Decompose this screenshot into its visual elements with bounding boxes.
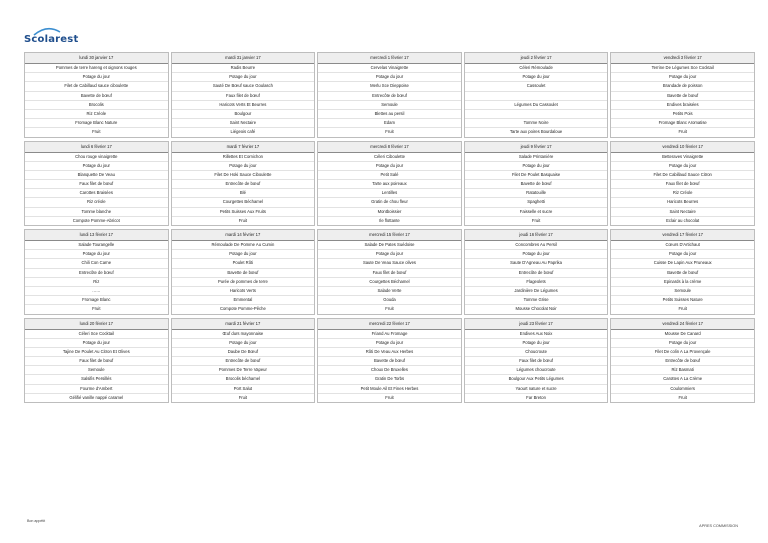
menu-item: Potage du jour bbox=[172, 339, 315, 348]
week-row bbox=[24, 229, 755, 315]
menu-item: Compote Pomme-Abricot bbox=[72, 217, 120, 223]
menu-item: Boulgour Aux Petits Légumes bbox=[465, 375, 608, 384]
day-date: mercredi 8 février 17 bbox=[318, 142, 461, 153]
menu-item: Montboissier bbox=[318, 208, 461, 217]
menu-item: Chou rouge vinaigrette bbox=[25, 153, 168, 162]
menu-item: Poulet Rôti bbox=[172, 259, 315, 268]
menu-item: Salade Printanière bbox=[465, 153, 608, 162]
menu-item: Mousse Chocolat Noir bbox=[515, 306, 557, 312]
menu-item: Blé bbox=[172, 189, 315, 198]
day-date: lundi 13 février 17 bbox=[25, 230, 168, 241]
menu-item: Potage du jour bbox=[318, 250, 461, 259]
day-date: jeudi 2 février 17 bbox=[465, 53, 608, 64]
menu-item: Rémoulade De Pomme Au Cumin bbox=[172, 241, 315, 250]
menu-item: Saint Nectaire bbox=[611, 208, 754, 217]
day-card bbox=[610, 141, 755, 227]
menu-item: Semoule bbox=[318, 101, 461, 110]
menu-item: Riz Créole bbox=[611, 189, 754, 198]
menu-item: Fruit bbox=[385, 306, 394, 312]
menu-item: Yaourt nature et sucre bbox=[465, 385, 608, 394]
menu-item: Faisselle et sucre bbox=[465, 208, 608, 217]
menu-item: Fromage Blanc Aromatise bbox=[611, 119, 754, 128]
menu-item: Salsifis Persillés bbox=[25, 375, 168, 384]
menu-item: Courgettes Béchamel bbox=[172, 198, 315, 207]
menu-item: Gratin De Torbs bbox=[318, 375, 461, 384]
menu-item: Endives Aux Noix bbox=[465, 330, 608, 339]
menu-item: Bavette de bœuf bbox=[611, 92, 754, 101]
menu-item: Ratatouille bbox=[465, 189, 608, 198]
menu-item: Céleri Ciboulette bbox=[318, 153, 461, 162]
menu-grid bbox=[24, 52, 755, 406]
menu-item: Faux filet de bœuf bbox=[25, 180, 168, 189]
menu-item: Rôti De Veau Aux Herbes bbox=[318, 348, 461, 357]
menu-item: Fruit bbox=[678, 129, 687, 135]
day-card bbox=[464, 52, 609, 138]
menu-item: Entrecôte de bœuf bbox=[172, 357, 315, 366]
menu-item: Tomme Noire bbox=[465, 119, 608, 128]
menu-item: Coulommiers bbox=[611, 385, 754, 394]
day-card bbox=[24, 52, 169, 138]
menu-item: Semoule bbox=[25, 366, 168, 375]
menu-item: Salade Verte bbox=[318, 287, 461, 296]
menu-item: Sauté De Bœuf sauce Goulasch bbox=[172, 82, 315, 91]
menu-item: Entrecôte de bœuf bbox=[465, 269, 608, 278]
day-card bbox=[610, 229, 755, 315]
menu-item: Céleri Rémoulade bbox=[465, 64, 608, 73]
day-date: vendredi 17 février 17 bbox=[611, 230, 754, 241]
menu-item: Faux filet de bœuf bbox=[25, 357, 168, 366]
day-card bbox=[171, 141, 316, 227]
day-card bbox=[171, 229, 316, 315]
menu-item: Tomme Grise bbox=[465, 296, 608, 305]
menu-item: Brocolis bbox=[25, 101, 168, 110]
day-date: jeudi 23 février 17 bbox=[465, 319, 608, 330]
day-card bbox=[171, 52, 316, 138]
menu-item: Brocolis béchamel bbox=[172, 375, 315, 384]
menu-item: Port Salut bbox=[172, 385, 315, 394]
menu-item: Semoule bbox=[611, 287, 754, 296]
menu-item: Betteraves Vinaigrette bbox=[611, 153, 754, 162]
menu-item: Friand Au Fromage bbox=[318, 330, 461, 339]
menu-item: Cœurs D'Artichaut bbox=[611, 241, 754, 250]
menu-item: Merlu Sce Dieppoise bbox=[318, 82, 461, 91]
menu-item: Potage du jour bbox=[318, 339, 461, 348]
menu-item: Filet De Cabillaud Sauce Citron bbox=[611, 171, 754, 180]
menu-item: Bavette de bœuf bbox=[25, 92, 168, 101]
day-card bbox=[464, 318, 609, 404]
menu-item: Endives braisées bbox=[611, 101, 754, 110]
menu-item: Faux filet de bœuf bbox=[172, 92, 315, 101]
menu-item bbox=[465, 110, 608, 119]
menu-item: Fruit bbox=[238, 394, 248, 400]
menu-item: Blettes au persil bbox=[318, 110, 461, 119]
menu-item: Choux De Bruxelles bbox=[318, 366, 461, 375]
menu-item: Fruit bbox=[385, 129, 394, 135]
day-date: mardi 14 février 17 bbox=[172, 230, 315, 241]
menu-item: Tomme blanche bbox=[25, 208, 168, 217]
menu-item: Potage du jour bbox=[172, 73, 315, 82]
menu-item: Potage du jour bbox=[611, 162, 754, 171]
menu-item: Fruit bbox=[92, 129, 101, 135]
menu-item: Potage du jour bbox=[318, 162, 461, 171]
menu-item: Bavette de bœuf bbox=[465, 180, 608, 189]
menu-item: Purée de pommes de terre bbox=[172, 278, 315, 287]
menu-item: Fourme d'Ambert bbox=[25, 385, 168, 394]
menu-item: Cassoulet bbox=[465, 82, 608, 91]
menu-item: Gouda bbox=[318, 296, 461, 305]
menu-item: Potage du jour bbox=[611, 250, 754, 259]
menu-item: Compote Pomme-Pêche bbox=[219, 306, 266, 312]
day-card bbox=[610, 52, 755, 138]
menu-item: Bavette de bœuf bbox=[318, 357, 461, 366]
menu-item: Potage du jour bbox=[611, 339, 754, 348]
day-date: jeudi 16 février 17 bbox=[465, 230, 608, 241]
menu-item: Rillettes Et Cornichon bbox=[172, 153, 315, 162]
menu-item: Salade De Pates Suédoise bbox=[318, 241, 461, 250]
menu-item: Haricots Beurres bbox=[611, 198, 754, 207]
menu-item: Eclair au chocolat bbox=[666, 217, 700, 223]
menu-item: Cervelas Vinaigrette bbox=[318, 64, 461, 73]
day-card bbox=[610, 318, 755, 404]
menu-item: Potage du jour bbox=[25, 339, 168, 348]
menu-item: Filet De colin A La Provençale bbox=[611, 348, 754, 357]
menu-item: Daube De Bœuf bbox=[172, 348, 315, 357]
day-card bbox=[464, 141, 609, 227]
menu-item: Flageolets bbox=[465, 278, 608, 287]
menu-item: Edam bbox=[318, 119, 461, 128]
menu-item: Courgettes Béchamel bbox=[318, 278, 461, 287]
menu-item: Filet De Hoki Sauce Ciboulette bbox=[172, 171, 315, 180]
menu-item: Faux filet de bœuf bbox=[611, 180, 754, 189]
week-row bbox=[24, 52, 755, 138]
menu-item: Entrecôte de bœuf bbox=[318, 92, 461, 101]
menu-item: Fruit bbox=[531, 217, 541, 223]
day-date: vendredi 3 février 17 bbox=[611, 53, 754, 64]
menu-item: Tajine De Poulet Au Citron Et Olives bbox=[25, 348, 168, 357]
menu-item: Epinards à la crème bbox=[611, 278, 754, 287]
day-date: vendredi 24 février 17 bbox=[611, 319, 754, 330]
day-card bbox=[24, 229, 169, 315]
menu-item: Faux filet de bœuf bbox=[465, 357, 608, 366]
menu-item: Boulgour bbox=[172, 110, 315, 119]
menu-item: …… bbox=[25, 287, 168, 296]
menu-item: Gélifié vanille nappé caramel bbox=[69, 394, 124, 400]
menu-item: Filet de Cabillaud sauce ciboulette bbox=[25, 82, 168, 91]
menu-item: Carottes Braisées bbox=[25, 189, 168, 198]
menu-item: Riz créole bbox=[25, 198, 168, 207]
menu-item: Fruit bbox=[678, 394, 687, 400]
menu-item: Petits Suisses Nature bbox=[611, 296, 754, 305]
day-card bbox=[317, 229, 462, 315]
menu-item: Jardinière De Légumes bbox=[465, 287, 608, 296]
day-card bbox=[317, 141, 462, 227]
menu-item: Haricots Verts bbox=[172, 287, 315, 296]
menu-item: Potage du jour bbox=[465, 250, 608, 259]
menu-item: Fromage Blanc bbox=[25, 296, 168, 305]
day-card bbox=[317, 52, 462, 138]
day-date: vendredi 10 février 17 bbox=[611, 142, 754, 153]
menu-item: Radis Beurre bbox=[172, 64, 315, 73]
menu-item: Far Breton bbox=[526, 394, 546, 400]
menu-item: Potage du jour bbox=[172, 162, 315, 171]
menu-item: Mousse De Canard bbox=[611, 330, 754, 339]
footer-right-text: APRES COMMISSION bbox=[699, 524, 738, 528]
menu-item: Potage du jour bbox=[465, 73, 608, 82]
menu-item: Potage du jour bbox=[318, 73, 461, 82]
menu-item: Gratin de chou fleur bbox=[318, 198, 461, 207]
menu-item: Riz bbox=[25, 278, 168, 287]
day-date: mercredi 22 février 17 bbox=[318, 319, 461, 330]
day-date: lundi 30 janvier 17 bbox=[25, 53, 168, 64]
day-date: mercredi 15 février 17 bbox=[318, 230, 461, 241]
menu-item: Céleri Sce Cocktail bbox=[25, 330, 168, 339]
day-card bbox=[171, 318, 316, 404]
menu-item: Tarte aux poireaux bbox=[318, 180, 461, 189]
week-row bbox=[24, 141, 755, 227]
menu-item: Potage du jour bbox=[465, 339, 608, 348]
menu-item: Potage du jour bbox=[465, 162, 608, 171]
menu-item: Cuisse De Lapin Aux Pruneaux bbox=[611, 259, 754, 268]
menu-item: Ile flottante bbox=[379, 217, 400, 223]
brand-name: Scolarest bbox=[24, 34, 79, 45]
menu-item: Fruit bbox=[385, 394, 394, 400]
day-date: lundi 20 février 17 bbox=[25, 319, 168, 330]
brand-logo bbox=[22, 26, 82, 48]
footer-left-text: Bon appétit bbox=[27, 519, 46, 523]
menu-item: Potage du jour bbox=[25, 162, 168, 171]
menu-item: Petits Suisses Aux Fruits bbox=[172, 208, 315, 217]
week-row bbox=[24, 318, 755, 404]
day-date: mercredi 1 février 17 bbox=[318, 53, 461, 64]
menu-item: Pommes de terre hareng et oignons rouges bbox=[25, 64, 168, 73]
menu-item: Riz Basmati bbox=[611, 366, 754, 375]
menu-item: Tarte aux poires Bourdaloue bbox=[509, 129, 563, 135]
day-card bbox=[317, 318, 462, 404]
menu-item: Blanquette De Veau bbox=[25, 171, 168, 180]
menu-item: Petit Salé bbox=[318, 171, 461, 180]
menu-item: Spaghetti bbox=[465, 198, 608, 207]
menu-item: Potage du jour bbox=[25, 250, 168, 259]
menu-item: Haricots Verts Et Beurres bbox=[172, 101, 315, 110]
menu-item: Saint Nectaire bbox=[172, 119, 315, 128]
menu-item: Légumes Du Cassoulet bbox=[465, 101, 608, 110]
menu-item: Carottes A La Crème bbox=[611, 375, 754, 384]
menu-item: Potage du jour bbox=[25, 73, 168, 82]
menu-item: Lentilles bbox=[318, 189, 461, 198]
menu-item: Fromage Blanc Nature bbox=[25, 119, 168, 128]
day-card bbox=[464, 229, 609, 315]
menu-item: Faux filet de bœuf bbox=[318, 269, 461, 278]
menu-item: Fruit bbox=[92, 306, 101, 312]
day-date: lundi 6 février 17 bbox=[25, 142, 168, 153]
menu-item: Fruit bbox=[238, 217, 248, 223]
day-date: mardi 31 janvier 17 bbox=[172, 53, 315, 64]
menu-item: Brandade de poisson bbox=[611, 82, 754, 91]
menu-item: Entrecôte de bœuf bbox=[172, 180, 315, 189]
menu-item: Liégeois café bbox=[230, 129, 256, 135]
menu-item: Potage du jour bbox=[611, 73, 754, 82]
menu-item: Fruit bbox=[678, 306, 687, 312]
menu-item: Bavette de bœuf bbox=[172, 269, 315, 278]
menu-item: Terrine De Légumes Sce Cocktail bbox=[611, 64, 754, 73]
menu-item: Choucroute bbox=[465, 348, 608, 357]
day-date: mardi 21 février 17 bbox=[172, 319, 315, 330]
menu-item: Pommes De Terre Vapeur bbox=[172, 366, 315, 375]
menu-item: Emmental bbox=[172, 296, 315, 305]
menu-item: Bavette de bœuf bbox=[611, 269, 754, 278]
day-date: mardi 7 février 17 bbox=[172, 142, 315, 153]
menu-item: Riz Créole bbox=[25, 110, 168, 119]
menu-item: Petits Pois bbox=[611, 110, 754, 119]
menu-item: Œuf durs mayonnaise bbox=[172, 330, 315, 339]
day-card bbox=[24, 318, 169, 404]
menu-item: Entrecôte de bœuf bbox=[611, 357, 754, 366]
menu-item: Légumes choucroute bbox=[465, 366, 608, 375]
menu-item: Petit Moule Ail Et Fines Herbes bbox=[318, 385, 461, 394]
menu-item: Concombres Au Persil bbox=[465, 241, 608, 250]
menu-item: Entrecôte de bœuf bbox=[25, 269, 168, 278]
menu-item: Salade Tourangelle bbox=[25, 241, 168, 250]
menu-item bbox=[465, 92, 608, 101]
menu-item: Chili Con Carne bbox=[25, 259, 168, 268]
menu-item: Saute De Veau Sauce olives bbox=[318, 259, 461, 268]
menu-item: Potage du jour bbox=[172, 250, 315, 259]
menu-item: Filet De Poulet Basquaise bbox=[465, 171, 608, 180]
day-card bbox=[24, 141, 169, 227]
menu-item: Saute D'Agneau Au Paprika bbox=[465, 259, 608, 268]
day-date: jeudi 9 février 17 bbox=[465, 142, 608, 153]
